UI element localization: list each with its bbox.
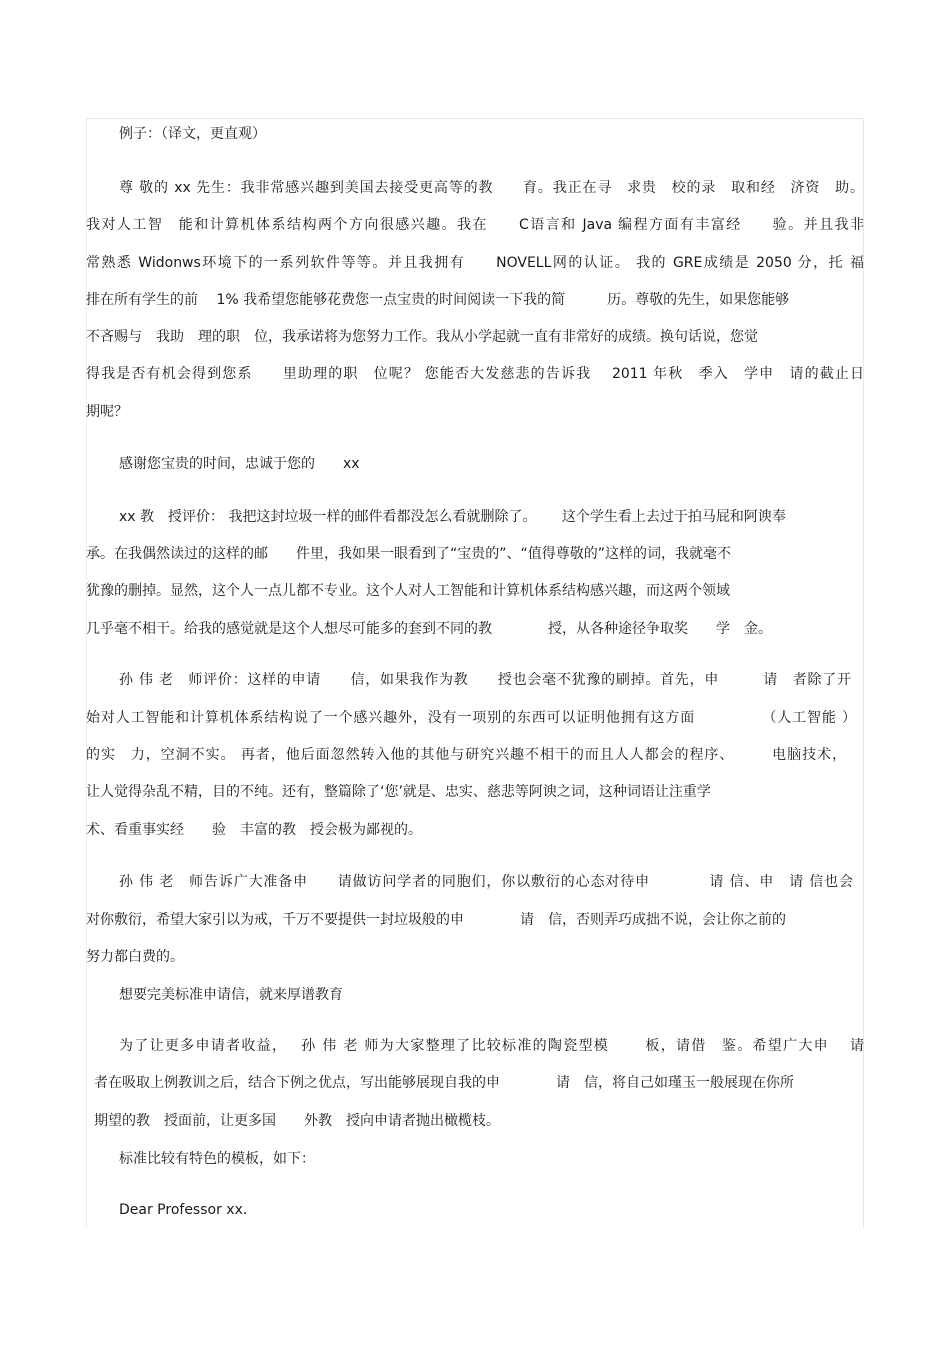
review-line: 术、看重事实经 验 丰富的教 授会极为鄙视的。 — [86, 822, 422, 838]
review-line: xx 教 授评价： 我把这封垃圾一样的邮件看都没怎么看就删除了。 这个学生看上去过于拍马屁和阿谀奉 — [119, 509, 786, 525]
intro-line: 为了让更多申请者收益， 孙 伟 老 师为大家整理了比较标准的陶瓷型模 板，请借 鉴。希望广大申 请 — [119, 1038, 864, 1054]
letter-line: 得我是否有机会得到您系 里助理的职 位呢？ 您能否大发慈悲的告诉我 2011 年秋 季入 学申 请的截止日 — [86, 366, 864, 382]
template-label: 标准比较有特色的模板，如下： — [119, 1151, 315, 1167]
example-heading: 例子：（译文，更直观） — [119, 126, 266, 142]
intro-line: 期望的教 授面前，让更多国 外教 授向申请者抛出橄榄枝。 — [94, 1113, 500, 1129]
review-line: 的实 力，空洞不实。 再者，他后面忽然转入他的其他与研究兴趣不相干的而且人人都会的程序、 电脑技术， — [86, 747, 846, 763]
review-line: 始对人工智能和计算机体系结构说了一个感兴趣外，没有一项别的东西可以证明他拥有这方面 （人工智能 ） — [86, 710, 856, 726]
advice-line: 孙 伟 老 师告诉广大准备申 请做访问学者的同胞们，你以敷衍的心态对待申 请 信、申 请 信也会 — [119, 874, 853, 890]
letter-line: 尊 敬的 xx 先生：我非常感兴趣到美国去接受更高等的教 育。我正在寻 求贵 校的录 取和经 济资 助。 — [119, 180, 864, 196]
letter-line: 排在所有学生的前 1% 我希望您能够花费您一点宝贵的时间阅读一下我的简 历。尊敬的先生，如果您能够 — [86, 292, 790, 308]
review-line: 承。在我偶然读过的这样的邮 件里，我如果一眼看到了“宝贵的”、“值得尊敬的”这样的词，我就毫不 — [86, 546, 732, 562]
salutation: Dear Professor xx. — [119, 1202, 248, 1218]
letter-closing: 感谢您宝贵的时间，忠诚于您的 xx — [119, 456, 360, 472]
letter-line: 期呢？ — [86, 404, 128, 420]
review-line: 几乎毫不相干。给我的感觉就是这个人想尽可能多的套到不同的教 授，从各种途径争取奖 学 金。 — [86, 621, 772, 637]
letter-line: 我对人工智 能和计算机体系结构两个方向很感兴趣。我在 C语言和 Java 编程方面有丰富经 验。并且我非 — [86, 217, 864, 233]
review-line: 让人觉得杂乱不精，目的不纯。还有，整篇除了‘您’就是、忠实、慈悲等阿谀之词，这种词语让注重学 — [86, 784, 711, 800]
promo-line: 想要完美标准申请信，就来厚谱教育 — [119, 987, 343, 1003]
review-line: 孙 伟 老 师评价：这样的申请 信，如果我作为教 授也会毫不犹豫的刷掉。首先，申 请 者除了开 — [119, 672, 851, 688]
advice-line: 对你敷衍，希望大家引以为戒，千万不要提供一封垃圾般的申 请 信，否则弄巧成拙不说，会让你之前的 — [86, 912, 786, 928]
intro-line: 者在吸取上例教训之后，结合下例之优点，写出能够展现自我的申 请 信，将自己如瑾玉一般展现在你所 — [94, 1075, 794, 1091]
letter-line: 不吝赐与 我助 理的职 位，我承诺将为您努力工作。我从小学起就一直有非常好的成绩。换句话说，您觉 — [86, 329, 758, 345]
review-line: 犹豫的删掉。显然，这个人一点儿都不专业。这个人对人工智能和计算机体系结构感兴趣，而这两个领域 — [86, 583, 730, 599]
letter-line: 常熟悉 Widonws环境下的一系列软件等等。并且我拥有 NOVELL网的认证。 我的 GRE成绩是 2050 分，托 福 — [86, 255, 864, 271]
advice-line: 努力都白费的。 — [86, 949, 184, 965]
